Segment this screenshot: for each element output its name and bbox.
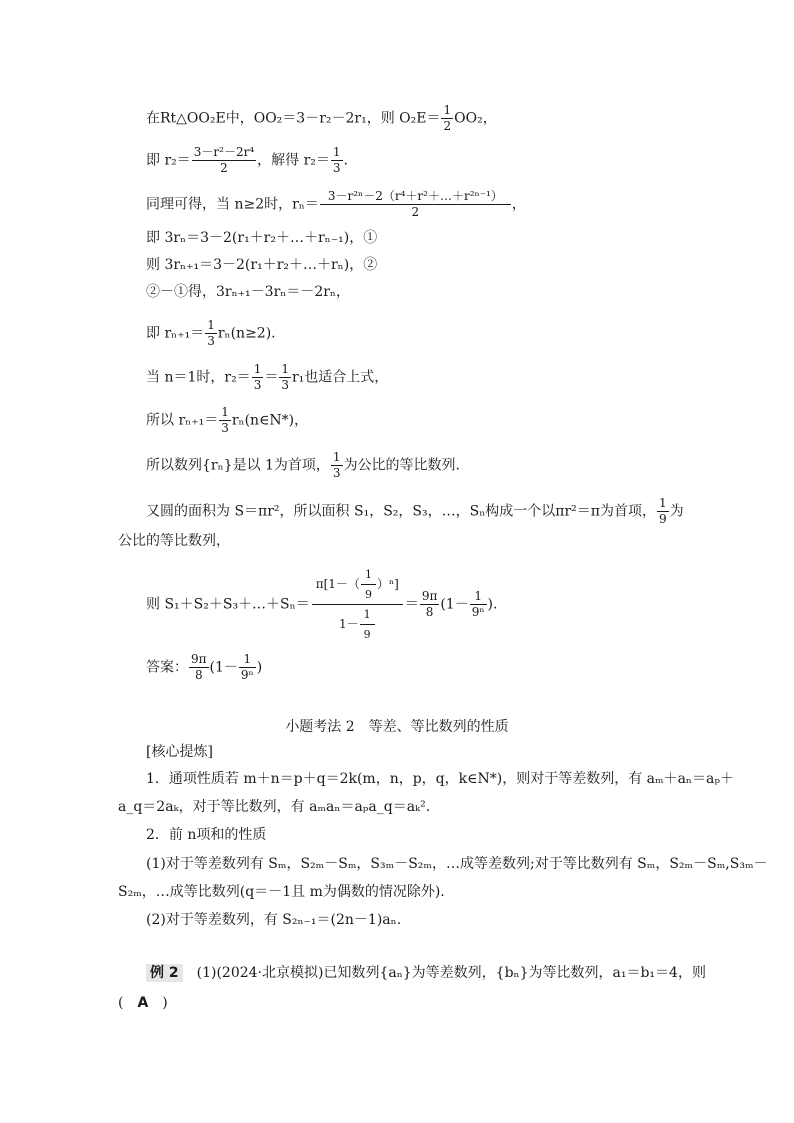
line-9: 所以 rₙ₊₁＝ $\frac{1}{3}$ rₙ(n∈N*)， (146, 405, 309, 435)
line-2: 即 r₂＝ $\frac{\text{3－r²－2r⁴}}{2}$ ，解得 r₂＝ $\frac{1}{3}$ . (146, 145, 348, 175)
property-2: 2．前 n项和的性质 (146, 827, 267, 843)
fraction: $\frac{\text{3－r²－2r⁴}}{2}$ (193, 145, 255, 175)
fraction: $\frac{1}{2}$ (443, 103, 452, 133)
text: OO₂， (454, 110, 497, 127)
answer-line: 答案： $\frac{9\pi}{8}$ (1－ $\frac{1}{\text{9ⁿ}}$ ) (146, 652, 263, 682)
fraction: $\frac{1}{3}$ (281, 362, 289, 392)
fraction: $\frac{1}{3}$ (253, 362, 262, 392)
example-badge: 例 2 (146, 964, 183, 982)
line-8: 当 n＝1时，r₂＝ $\frac{1}{3}$ ＝ $\frac{1}{3}$ r₁也适合上式， (146, 362, 389, 392)
property-3-a: (1)对于等差数列有 Sₘ，S₂ₘ－Sₘ，S₃ₘ－S₂ₘ，…成等差数列;对于等比数列有 Sₘ，S₂ₘ－Sₘ,S₃ₘ－ (146, 856, 768, 872)
line-11: 又圆的面积为 S＝πr²，所以面积 S₁，S₂，S₃，…，Sₙ构成一个以πr²＝π为首项， $\frac{1}{9}$ 为 (146, 496, 684, 526)
fraction: $\frac{9\pi}{8}$ (421, 589, 438, 619)
line-3: 同理可得，当 n≥2时，rₙ＝ $\frac{\text{3－r²ⁿ－2（r⁴＋r²＋…＋r²ⁿ⁻¹）}}{2}$ ， (146, 189, 526, 219)
big-fraction: π[1－（ $\frac{1}{9}$ ）ⁿ] 1－ $\frac{1}{9}$ (312, 568, 403, 641)
fraction: $\frac{1}{9}$ (658, 496, 667, 526)
answer-letter: A (137, 995, 149, 1011)
core-label: [核心提炼] (146, 744, 213, 760)
property-1-b: a_q＝2aₖ，对于等比数列，有 aₘaₙ＝aₚa_q＝aₖ². (118, 799, 431, 815)
line-1 (146, 103, 497, 134)
line-13: 则 S₁＋S₂＋S₃＋…＋Sₙ＝ π[1－（ $\frac{1}{9}$ ）ⁿ] 1－ $\frac{1}{9}$ ＝ $\frac{9\pi}{8}$ (1－ $\frac{1}{\text{9ⁿ}}$ ). (146, 568, 498, 641)
fraction: $\frac{1}{\text{9ⁿ}}$ (240, 652, 254, 682)
fraction: $\frac{1}{3}$ (332, 145, 341, 175)
fraction: $\frac{\text{3－r²ⁿ－2（r⁴＋r²＋…＋r²ⁿ⁻¹）}}{2}$ (320, 189, 511, 220)
line-6: ②－①得，3rₙ₊₁－3rₙ＝－2rₙ， (146, 284, 350, 300)
fraction: $\frac{1}{3}$ (207, 318, 215, 348)
fraction: $\frac{1}{\text{9ⁿ}}$ (471, 589, 485, 619)
property-4: (2)对于等差数列，有 S₂ₙ₋₁＝(2n－1)aₙ. (146, 912, 402, 928)
example-line: 例 2 (1)(2024·北京模拟)已知数列{aₙ}为等差数列，{bₙ}为等比数列，a₁＝b₁＝4，则 (146, 964, 706, 982)
line-5: 则 3rₙ₊₁＝3－2(r₁＋r₂＋…＋rₙ)，② (146, 257, 378, 273)
fraction: $\frac{9\pi}{8}$ (191, 652, 207, 682)
section-title: 小题考法 2 等差、等比数列的性质 (285, 719, 509, 735)
fraction: $\frac{1}{3}$ (332, 450, 341, 480)
text: 在Rt△OO₂E中，OO₂＝3－r₂－2r₁，则 O₂E＝ (146, 110, 441, 127)
line-12: 公比的等比数列， (118, 533, 230, 549)
line-10: 所以数列{rₙ}是以 1为首项， $\frac{1}{3}$ 为公比的等比数列. (146, 450, 461, 480)
property-1-a: 1．通项性质若 m＋n＝p＋q＝2k(m，n，p，q，k∈N*)，则对于等差数列，有 aₘ＋aₙ＝aₚ＋ (146, 771, 734, 787)
line-7: 即 rₙ₊₁＝ $\frac{1}{3}$ rₙ(n≥2). (146, 318, 276, 348)
line-4: 即 3rₙ＝3－2(r₁＋r₂＋…＋rₙ₋₁)，① (146, 230, 378, 246)
fraction: $\frac{1}{3}$ (221, 405, 229, 435)
example-choice: ( A ) (118, 995, 168, 1011)
property-3-b: S₂ₘ，…成等比数列(q＝－1且 m为偶数的情况除外). (118, 884, 445, 900)
